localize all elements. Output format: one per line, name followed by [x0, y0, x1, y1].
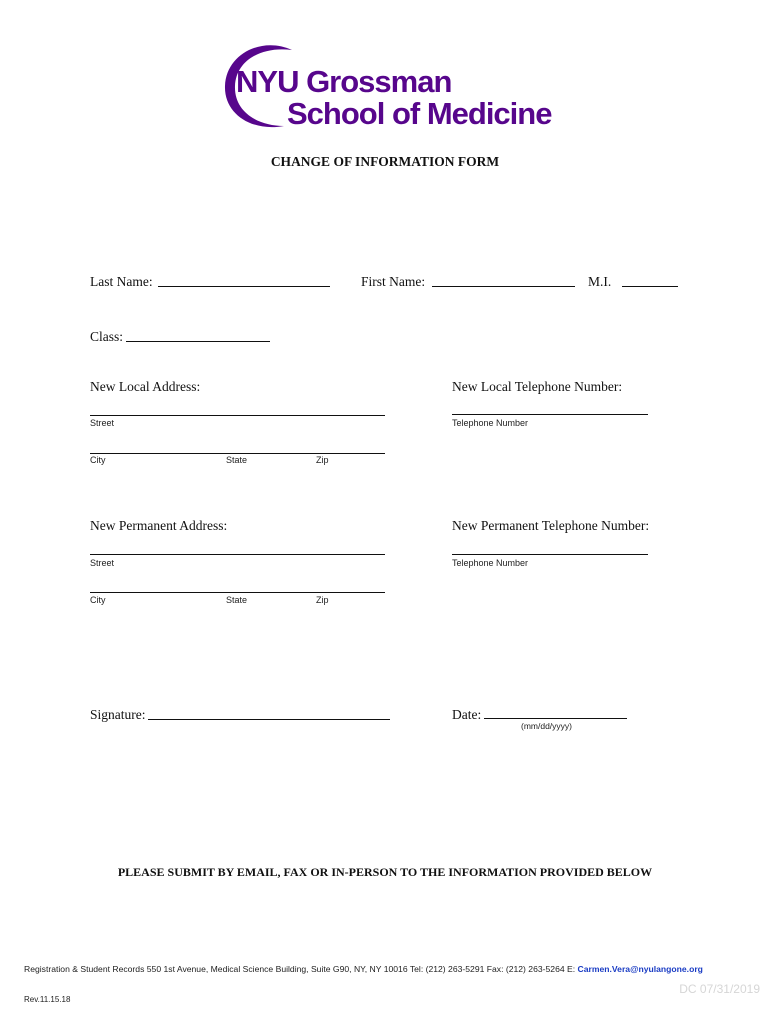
mi-label: M.I. — [588, 274, 612, 289]
date-field[interactable] — [484, 718, 627, 719]
local-street-field[interactable] — [90, 415, 385, 416]
first-name-field[interactable] — [432, 286, 575, 287]
footer-contact — [24, 964, 703, 974]
form-title: CHANGE OF INFORMATION FORM — [270, 154, 500, 169]
submit-instructions: PLEASE SUBMIT BY EMAIL, FAX OR IN-PERSON TO THE INFORMATION PROVIDED BELOW — [117, 865, 653, 879]
permanent-zip-caption: Zip — [316, 595, 329, 605]
permanent-street-caption: Street — [90, 558, 115, 568]
date-format-hint: (mm/dd/yyyy) — [521, 721, 572, 731]
last-name-label: Last Name: — [90, 274, 153, 289]
permanent-address-label: New Permanent Address: — [90, 518, 228, 533]
mi-field[interactable] — [622, 286, 678, 287]
permanent-street-field[interactable] — [90, 554, 385, 555]
first-name-label: First Name: — [361, 274, 426, 289]
contact-email-link[interactable]: Carmen.Vera@nyulangone.org — [577, 964, 703, 974]
local-phone-label: New Local Telephone Number: — [452, 379, 623, 394]
signature-label: Signature: — [90, 707, 146, 722]
class-label: Class: — [90, 329, 124, 344]
local-address-label: New Local Address: — [90, 379, 201, 394]
permanent-city-caption: City — [90, 595, 106, 605]
permanent-phone-label: New Permanent Telephone Number: — [452, 518, 650, 533]
logo-line-2: School of Medicine — [287, 96, 552, 131]
date-stamp: DC 07/31/2019 — [679, 982, 760, 996]
permanent-telephone-field[interactable] — [452, 554, 648, 555]
local-telephone-field[interactable] — [452, 414, 648, 415]
local-telephone-caption: Telephone Number — [452, 418, 529, 428]
date-label: Date: — [452, 707, 482, 722]
local-city-state-zip-field[interactable] — [90, 453, 385, 454]
footer-contact-text: Registration & Student Records 550 1st Avenue, Medical Science Building, Suite G90, NY, NY 10016 Tel: (212) 263-5291 Fax: (212) 263-5264 E: — [24, 964, 578, 974]
permanent-state-caption: State — [226, 595, 248, 605]
signature-field[interactable] — [148, 719, 390, 720]
class-field[interactable] — [126, 341, 270, 342]
permanent-telephone-caption: Telephone Number — [452, 558, 529, 568]
permanent-city-state-zip-field[interactable] — [90, 592, 385, 593]
local-street-caption: Street — [90, 418, 115, 428]
logo-line-1: NYU Grossman — [236, 64, 452, 99]
local-zip-caption: Zip — [316, 455, 329, 465]
local-city-caption: City — [90, 455, 106, 465]
local-state-caption: State — [226, 455, 248, 465]
revision-number: Rev.11.15.18 — [24, 995, 71, 1004]
last-name-field[interactable] — [158, 286, 330, 287]
